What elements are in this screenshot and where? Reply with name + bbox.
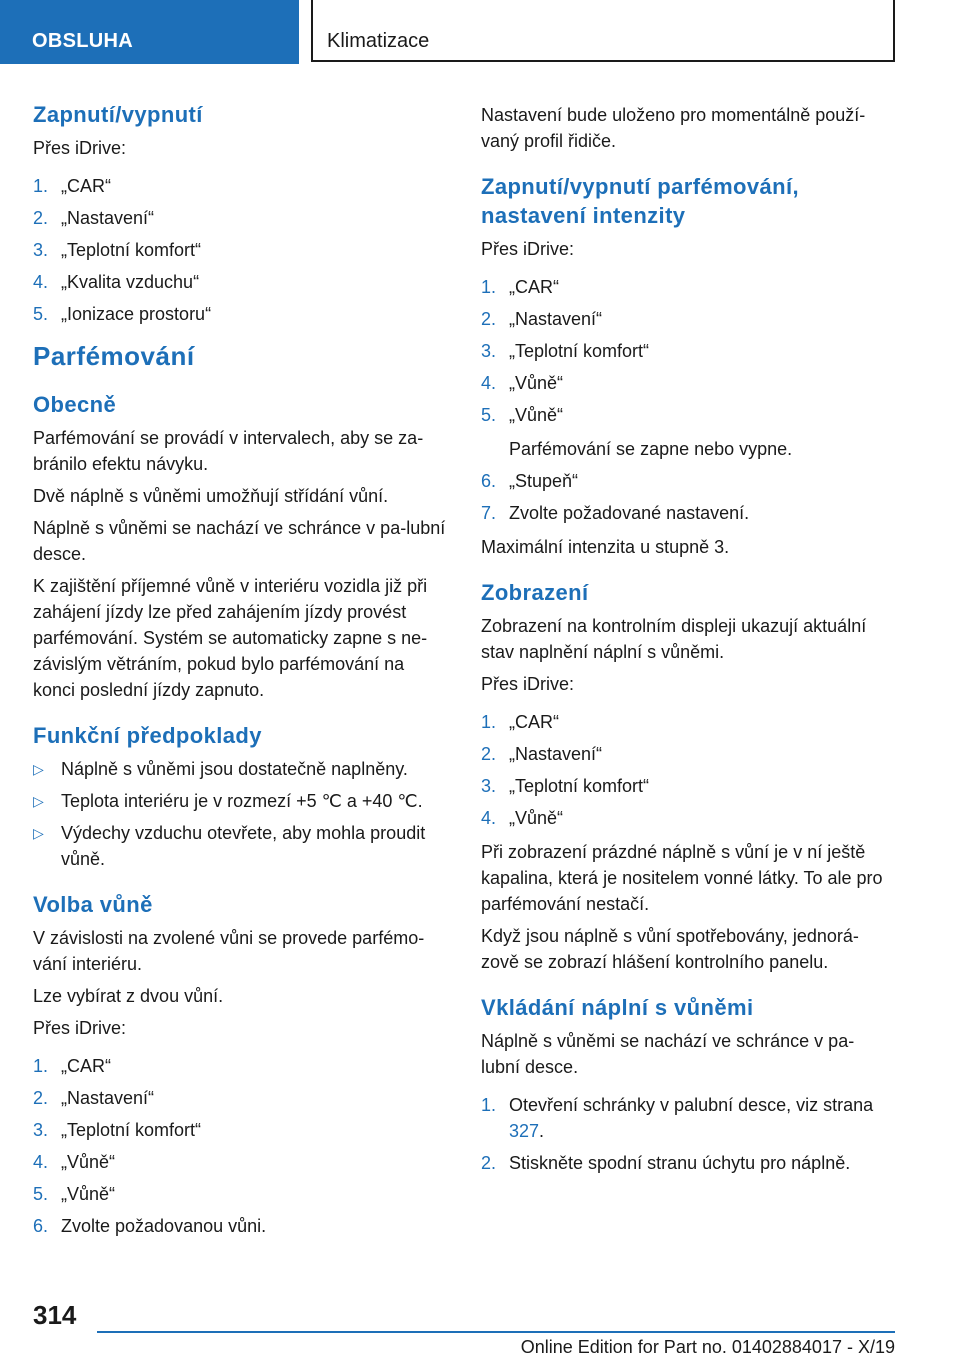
step-number: 2.: [33, 208, 49, 228]
step-number: 2.: [481, 744, 497, 764]
display-heading: Zobrazení: [481, 580, 589, 605]
list-item: [481, 805, 893, 831]
step-number: 1.: [33, 1056, 49, 1076]
scent-paragraph-1: V závislosti na zvolené vůni se provede parfémo-vání interiéru.: [33, 928, 425, 974]
step-text: „CAR“: [61, 1056, 111, 1076]
insert-paragraph: Náplně s vůněmi se nachází ve schránce v pa-lubní desce.: [481, 1031, 855, 1077]
list-item: [481, 1092, 893, 1144]
step-number: 3.: [481, 341, 497, 361]
intensity-steps: [481, 274, 893, 428]
step-number: 5.: [481, 405, 497, 425]
step-text: „Nastavení“: [509, 309, 603, 329]
step-number: 5.: [33, 1184, 49, 1204]
list-item: [33, 1149, 451, 1175]
item-text: Teplota interiéru je v rozmezí +5 ℃ a +40 ℃.: [61, 791, 423, 811]
step-number: 6.: [481, 471, 497, 491]
step-number: 4.: [33, 1152, 49, 1172]
item-text: Náplně s vůněmi jsou dostatečně naplněny.: [61, 759, 408, 779]
list-item: [33, 1117, 451, 1143]
header-section: OBSLUHA: [0, 0, 299, 64]
display-paragraph-2: Při zobrazení prázdné náplně s vůní je v ní ještě kapalina, která je nositelem vonné látky. To ale pro parfémování nestačí.: [481, 842, 883, 914]
display-intro: Přes iDrive:: [481, 674, 575, 694]
list-item: [33, 820, 451, 872]
list-item: [481, 306, 893, 332]
insert-heading: Vkládání náplní s vůněmi: [481, 995, 754, 1020]
step-number: 2.: [33, 1088, 49, 1108]
step-text: „Nastavení“: [61, 1088, 155, 1108]
triangle-bullet-icon: ▷: [33, 825, 44, 841]
step-number: 1.: [481, 712, 497, 732]
step-text: „CAR“: [509, 277, 559, 297]
step-text: „Stupeň“: [509, 471, 579, 491]
step-text: Stiskněte spodní stranu úchytu pro náplně.: [509, 1153, 851, 1173]
step-text: Zvolte požadované nastavení.: [509, 503, 750, 523]
list-item: [481, 338, 893, 364]
item-text: Výdechy vzduchu otevřete, aby mohla proudit vůně.: [61, 823, 426, 869]
list-item: [33, 301, 451, 327]
step-text: Zvolte požadovanou vůni.: [61, 1216, 267, 1236]
page-link[interactable]: 327: [509, 1121, 540, 1141]
intensity-heading: Zapnutí/vypnutí parfémování, nastavení intenzity: [481, 174, 800, 228]
step-number: 4.: [481, 373, 497, 393]
display-paragraph-1: Zobrazení na kontrolním displeji ukazují aktuální stav naplnění náplní s vůněmi.: [481, 616, 867, 662]
requirements-list: [33, 756, 451, 872]
general-paragraph-3: Náplně s vůněmi se nachází ve schránce v pa-lubní desce.: [33, 518, 446, 564]
intensity-steps-continued: [481, 468, 893, 526]
step-text: „Ionizace prostoru“: [61, 304, 212, 324]
step-text: „Nastavení“: [509, 744, 603, 764]
step-number: 1.: [33, 176, 49, 196]
step-number: 4.: [33, 272, 49, 292]
list-item: [481, 468, 893, 494]
step-text: „Vůně“: [509, 373, 564, 393]
step-number: 3.: [33, 1120, 49, 1140]
main-heading: Parfémování: [33, 341, 195, 371]
step-number: 3.: [33, 240, 49, 260]
step-number: 3.: [481, 776, 497, 796]
left-column: [33, 100, 451, 1247]
list-item: [481, 741, 893, 767]
list-item: [481, 500, 893, 526]
list-item: [33, 269, 451, 295]
list-item: [33, 788, 451, 814]
list-item: [33, 205, 451, 231]
step-text: „Teplotní komfort“: [61, 1120, 202, 1140]
footer-edition: Online Edition for Part no. 01402884017 - X/19: [520, 1337, 895, 1357]
onoff-intro: Přes iDrive:: [33, 138, 127, 158]
step-text: „Teplotní komfort“: [61, 240, 202, 260]
step-text: „Kvalita vzduchu“: [61, 272, 200, 292]
step-text: „CAR“: [61, 176, 111, 196]
step-text: „CAR“: [509, 712, 559, 732]
step-number: 1.: [481, 277, 497, 297]
intensity-intro: Přes iDrive:: [481, 239, 575, 259]
step-number: 1.: [481, 1095, 497, 1115]
step-text: „Nastavení“: [61, 208, 155, 228]
list-item: [33, 1213, 451, 1239]
step-text: „Vůně“: [61, 1152, 116, 1172]
general-paragraph-4: K zajištění příjemné vůně v interiéru vozidla již při zahájení jízdy lze před zahájením jízdy provést parfémování. Systém se automaticky zapne s ne-závislým větráním, pokud bylo parfémování na konci poslední jízdy zapnuto.: [33, 576, 428, 700]
right-column: [481, 102, 893, 1184]
requirements-heading: Funkční předpoklady: [33, 723, 262, 748]
list-item: [481, 370, 893, 396]
scent-steps: [33, 1053, 451, 1239]
step-number: 2.: [481, 309, 497, 329]
list-item: [33, 173, 451, 199]
list-item: [33, 1053, 451, 1079]
onoff-steps: [33, 173, 451, 327]
display-steps: [481, 709, 893, 831]
step-text: „Teplotní komfort“: [509, 776, 650, 796]
step-text: „Vůně“: [61, 1184, 116, 1204]
general-heading: Obecně: [33, 392, 117, 417]
step-text: „Vůně“: [509, 808, 564, 828]
triangle-bullet-icon: ▷: [33, 793, 44, 809]
general-paragraph-2: Dvě náplně s vůněmi umožňují střídání vůní.: [33, 486, 389, 506]
triangle-bullet-icon: ▷: [33, 761, 44, 777]
scent-intro: Přes iDrive:: [33, 1018, 127, 1038]
list-item: [481, 1150, 893, 1176]
header-chapter: Klimatizace: [311, 0, 895, 62]
onoff-heading: Zapnutí/vypnutí: [33, 102, 203, 127]
saved-paragraph: Nastavení bude uloženo pro momentálně použí-vaný profil řidiče.: [481, 105, 866, 151]
insert-steps: [481, 1092, 893, 1176]
step-number: 7.: [481, 503, 497, 523]
step-text: „Vůně“: [509, 405, 564, 425]
display-paragraph-3: Když jsou náplně s vůní spotřebovány, jednorá-zově se zobrazí hlášení kontrolního panelu.: [481, 926, 859, 972]
list-item: [481, 773, 893, 799]
step-text: „Teplotní komfort“: [509, 341, 650, 361]
step-text-end: .: [539, 1121, 545, 1141]
step-number: 5.: [33, 304, 49, 324]
list-item: [33, 756, 451, 782]
list-item: [33, 1085, 451, 1111]
step-number: 4.: [481, 808, 497, 828]
list-item: [33, 237, 451, 263]
intensity-note: Parfémování se zapne nebo vypne.: [509, 439, 793, 459]
list-item: [33, 1181, 451, 1207]
list-item: [481, 274, 893, 300]
footer-divider: [97, 1331, 895, 1333]
scent-paragraph-2: Lze vybírat z dvou vůní.: [33, 986, 224, 1006]
intensity-max: Maximální intenzita u stupně 3.: [481, 537, 730, 557]
general-paragraph-1: Parfémování se provádí v intervalech, aby se za-bránilo efektu návyku.: [33, 428, 424, 474]
list-item: [481, 402, 893, 428]
step-number: 6.: [33, 1216, 49, 1236]
step-text: Otevření schránky v palubní desce, viz strana: [509, 1095, 874, 1115]
list-item: [481, 709, 893, 735]
page-number: 314: [33, 1300, 77, 1330]
scent-heading: Volba vůně: [33, 892, 153, 917]
step-number: 2.: [481, 1153, 497, 1173]
